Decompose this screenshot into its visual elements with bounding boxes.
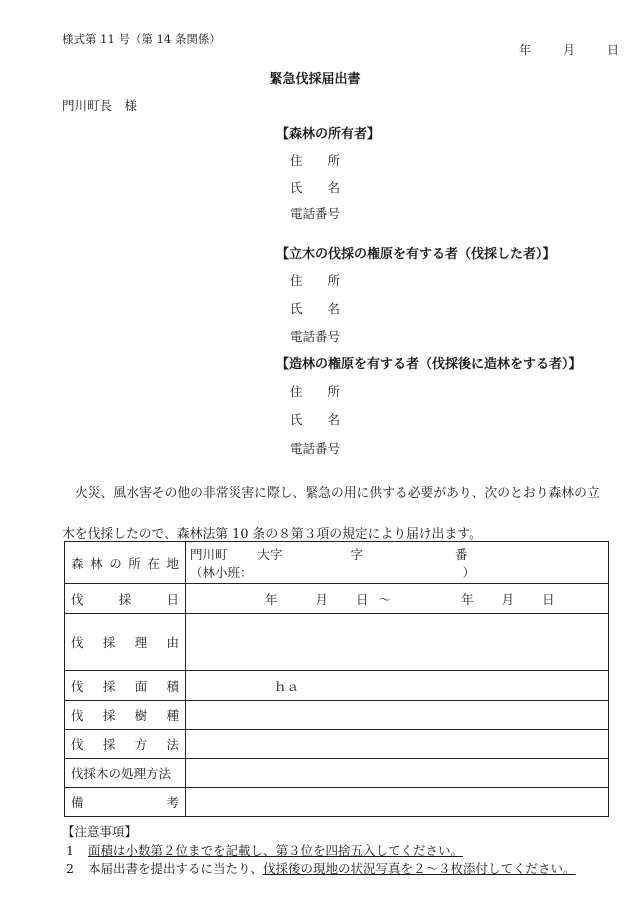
planter-address-label: 住 所 (290, 384, 341, 399)
body-paragraph-line1: 火災、風水害その他の非常災害に際し、緊急の用に供する必要があり、次のとおり森林の立 (75, 486, 600, 501)
owner-heading: 【森林の所有者】 (276, 127, 381, 142)
table-row-location (65, 542, 609, 584)
table-row-method (65, 730, 609, 759)
planter-heading: 【造林の権原を有する者（伐採後に造林をする者）】 (276, 357, 582, 372)
table-row-area (65, 671, 609, 701)
method-label: 伐 採 方 法 (65, 730, 186, 759)
location-town: 門川町 (190, 546, 228, 562)
cutting-date-field[interactable]: 年 月 日 ～ 年 月 日 (186, 584, 609, 614)
note-item-1: 1 面積は小数第２位までを記載し、第３位を四捨五入してください。 (66, 843, 463, 858)
species-label: 伐 採 樹 種 (65, 701, 186, 730)
location-label: 森 林 の 所 在 地 (65, 542, 186, 584)
felling-info-table (64, 541, 609, 817)
owner-phone-label: 電話番号 (290, 206, 341, 221)
area-label: 伐 採 面 積 (65, 671, 186, 701)
cutter-phone-label: 電話番号 (290, 329, 341, 344)
submission-date (519, 41, 619, 58)
location-forest-open: （林小班： (190, 564, 253, 580)
note-item-2: 2 本届出書を提出するに当たり、伐採後の現地の状況写真を２～３枚添付してください。 (66, 861, 576, 876)
area-field[interactable] (186, 671, 609, 701)
table-row-disposal (65, 759, 609, 788)
species-field[interactable] (186, 701, 609, 730)
location-aza: 字 (350, 546, 364, 562)
location-field[interactable] (186, 542, 609, 584)
remarks-label: 備 考 (65, 788, 186, 817)
owner-address-label: 住 所 (290, 153, 341, 168)
cutter-address-label: 住 所 (290, 273, 341, 288)
cutting-date-label: 伐 採 日 (65, 584, 186, 614)
cutter-heading: 【立木の伐採の権原を有する者（伐採した者）】 (276, 247, 556, 262)
cutter-name-label: 氏 名 (290, 301, 341, 316)
notes-heading: 【注意事項】 (62, 824, 138, 839)
disposal-label: 伐採木の処理方法 (65, 759, 186, 788)
table-row-remarks (65, 788, 609, 817)
form-number: 様式第 11 号（第 14 条関係） (62, 32, 221, 46)
date-day: 日 (607, 43, 620, 57)
reason-label: 伐 採 理 由 (65, 614, 186, 671)
body-paragraph-line2: 木を伐採したので、森林法第 10 条の８第３項の規定により届け出ます。 (62, 527, 482, 542)
page-title: 緊急伐採届出書 (269, 72, 361, 87)
owner-name-label: 氏 名 (290, 180, 341, 195)
location-oaza: 大字 (257, 546, 283, 562)
remarks-field[interactable] (186, 788, 609, 817)
addressee: 門川町長 様 (62, 98, 138, 113)
area-unit: ｈａ (274, 678, 300, 694)
location-forest-close: ） (462, 564, 476, 580)
date-month: 月 (563, 43, 576, 57)
reason-field[interactable] (186, 614, 609, 671)
method-field[interactable] (186, 730, 609, 759)
table-row-species (65, 701, 609, 730)
disposal-field[interactable] (186, 759, 609, 788)
location-ban: 番 (455, 546, 468, 562)
planter-phone-label: 電話番号 (290, 441, 341, 456)
planter-name-label: 氏 名 (290, 412, 341, 427)
table-row-cutting-date (65, 584, 609, 614)
date-year: 年 (519, 43, 532, 57)
table-row-reason (65, 614, 609, 671)
